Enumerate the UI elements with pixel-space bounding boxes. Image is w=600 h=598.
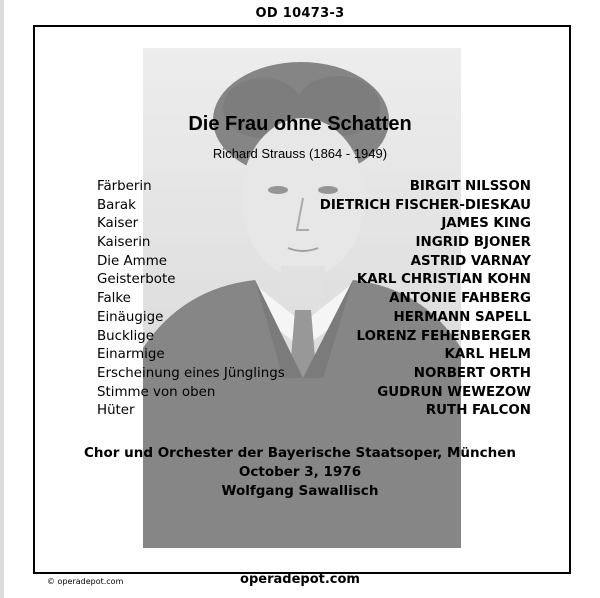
cast-row [97, 234, 531, 253]
performance-date: October 3, 1976 [238, 464, 362, 480]
cast-row [97, 365, 531, 384]
singer-name: ASTRID VARNAY [410, 253, 531, 269]
role-name: Kaiserin [97, 235, 151, 251]
singer-name: LORENZ FEHENBERGER [356, 328, 531, 344]
role-name: Stimme von oben [97, 384, 216, 400]
role-name: Falke [97, 291, 131, 307]
copyright-notice: © operadepot.com [47, 577, 124, 586]
ensemble-line: Chor und Orchester der Bayerische Staatsoper, München [83, 445, 517, 461]
role-name: Geisterbote [97, 272, 176, 288]
cast-row [97, 346, 531, 365]
role-name: Hüter [97, 403, 135, 419]
role-name: Die Amme [97, 253, 168, 269]
composer-line: Richard Strauss (1864 - 1949) [212, 146, 388, 161]
role-name: Barak [97, 197, 136, 213]
singer-name: NORBERT ORTH [413, 365, 531, 381]
performance-credits [0, 444, 600, 501]
role-name: Kaiser [97, 216, 139, 232]
cast-row [97, 290, 531, 309]
role-name: Einäugige [97, 309, 164, 325]
cast-row [97, 271, 531, 290]
cast-row [97, 215, 531, 234]
singer-name: RUTH FALCON [425, 403, 531, 419]
role-name: Einarmige [97, 347, 165, 363]
role-name: Erscheinung eines Jünglings [97, 365, 285, 381]
singer-name: JAMES KING [441, 216, 531, 232]
cast-row [97, 402, 531, 421]
role-name: Bucklige [97, 328, 154, 344]
cast-row [97, 384, 531, 403]
singer-name: KARL CHRISTIAN KOHN [356, 272, 531, 288]
page-edge [0, 0, 4, 598]
singer-name: BIRGIT NILSSON [409, 179, 531, 194]
singer-name: HERMANN SAPELL [393, 309, 531, 325]
catalog-number: OD 10473-3 [255, 6, 345, 21]
singer-name: GUDRUN WEWEZOW [377, 384, 531, 400]
conductor-line: Wolfgang Sawallisch [221, 483, 379, 499]
singer-name: KARL HELM [444, 347, 531, 363]
cast-row [97, 328, 531, 347]
cast-row [97, 197, 531, 216]
singer-name: INGRID BJONER [415, 235, 531, 251]
cast-row [97, 309, 531, 328]
cast-row [97, 253, 531, 272]
role-name: Färberin [97, 179, 152, 194]
cast-list [97, 178, 531, 421]
site-name: operadepot.com [240, 572, 360, 587]
singer-name: DIETRICH FISCHER-DIESKAU [319, 197, 531, 213]
singer-name: ANTONIE FAHBERG [389, 291, 531, 307]
cast-row [97, 178, 531, 197]
opera-title: Die Frau ohne Schatten [188, 113, 412, 135]
